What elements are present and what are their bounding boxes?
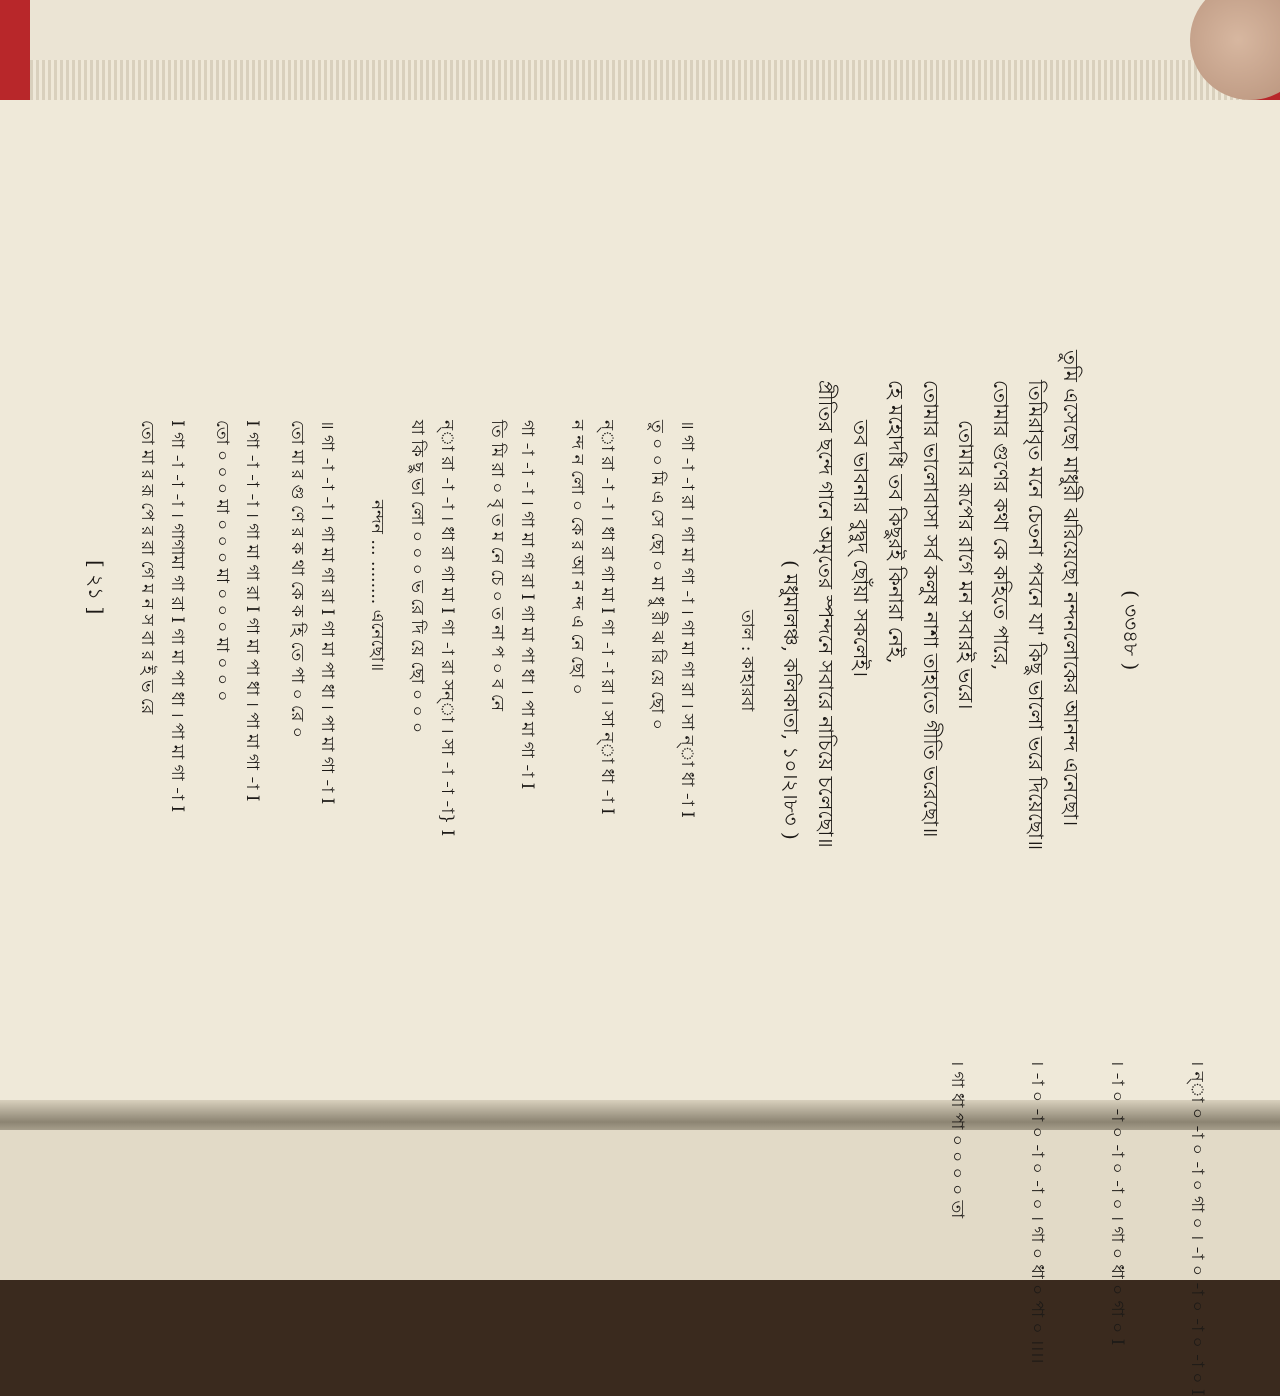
left-page-row-2: । -া ০ -া ০ -া ০ -া ০ । গা ০ ধা ০ গা ০ I — [1107, 1060, 1127, 1346]
nandan-line: নন্দন ... ........ এনেছো॥ — [367, 500, 387, 672]
song-line-1: তুমি এসেছো মাধুরী ঝরিয়েছো নন্দনলোকের আনন্দ এনেছো। — [1059, 350, 1083, 827]
song-line-2: তিমিরাবৃত মনে চেতনা পবনে যা' কিছু ভালো ভরে দিয়েছো॥ — [1024, 380, 1048, 851]
notation-row-6: তি মি রা ০ বৃ ত ম নে চে ০ ত না প ০ ব নে — [487, 420, 507, 712]
song-line-8: প্রীতির ছন্দে গানে অমৃতের স্পন্দনে সবারে নাচিয়ে চলেছো॥ — [814, 380, 838, 848]
notation-row-1: ॥ গা -া -া রা । গা মা গা -া । গা মা গা রা । সা ন্‌া ধা -া I — [677, 420, 697, 818]
notation-row-4: ন ন্দ ন লো ০ কে র আ ন ন্দ এ নে ছো ০ — [567, 420, 587, 695]
date-line: ( মধুমালঞ্চ, কলিকাতা, ১০।২।৮৩ ) — [779, 560, 803, 840]
notation-row-2: তু ০ ০ মি এ সে ছো ০ মা ধু রী ঝ রি য়ে ছো ০ — [647, 420, 667, 730]
notation2-row-4: তো ০ ০ ০ মা ০ ০ ০ মা ০ ০ ০ মা ০ ০ ০ — [212, 420, 232, 702]
song-line-6: হে মহোদধি তব কিছুরই কিনারা নেই, — [884, 380, 908, 664]
song-line-3: তোমার গুণের কথা কে কহিতে পারে, — [989, 380, 1013, 671]
notation-row-7: ন্‌া রা -া -া । ধা রা গা মা I গা -া রা সন্‌া । সা -া -া -া} I — [437, 420, 457, 837]
song-line-5: তোমার ভালোবাসা সর্ব কলুষ নাশা তাহাতে গীতি ভরেছো॥ — [919, 380, 943, 838]
left-page-row-3: । -া ০ -া ০ -া ০ -া ০ । গা ০ ধা ০ পা ০ ।।।। — [1027, 1060, 1047, 1364]
notation2-row-2: তো মা র গু ণে র ক থা কে ক হি তে পা ০ রে ০ — [287, 420, 307, 738]
left-page-row-1: । ন্‌া ০ -া ০ -া ০ গা ০ । -া ০ -া ০ -া ০ -া ০ I — [1187, 1060, 1207, 1396]
notation2-row-3: I গা -া -া -া । গা মা গা রা I গা মা পা ধা । পা মা গা -া I — [242, 420, 262, 802]
notation-row-3: ন্‌া রা -া -া । ধা রা গা মা I গা -া -া রা । সা ন্‌া ধা -া I — [597, 420, 617, 815]
left-page-row-4: । গা ধা পা ০ ০ ০ ০ তা — [947, 1060, 967, 1219]
song-line-4: তোমার রূপের রাগে মন সবারই ভরে। — [954, 420, 978, 710]
notation2-row-6: তো মা র রূ পে র রা গে ম ন স বা র ই ভ রে — [137, 420, 157, 715]
notation-row-8: যা কি ছু ভা লো ০ ০ ০ ভ রে দি য়ে ছো ০ ০ ০ — [407, 420, 427, 734]
tala-line: তাল : কাহারবা — [737, 610, 757, 712]
notation-row-5: গা -া -া -া । গা মা গা রা I গা মা পা ধা । পা মা গা -া I — [517, 420, 537, 790]
notation2-row-5: I গা -া -া -া । গাগামা গা রা I গা মা পা ধা । পা মা গা -া I — [167, 420, 187, 813]
page-number-top: ( ৩৩৪৮ ) — [1119, 590, 1143, 671]
page-number-bottom: [ ২১ ] — [84, 560, 108, 615]
notation2-row-1: ॥ গা -া -া -া । গা মা গা রা I গা মা পা ধা । পা মা গা -া I — [317, 420, 337, 805]
song-line-7: তব ভাবনার বুদ্বুদ্ ছোঁয়া সকলেই। — [849, 420, 873, 677]
